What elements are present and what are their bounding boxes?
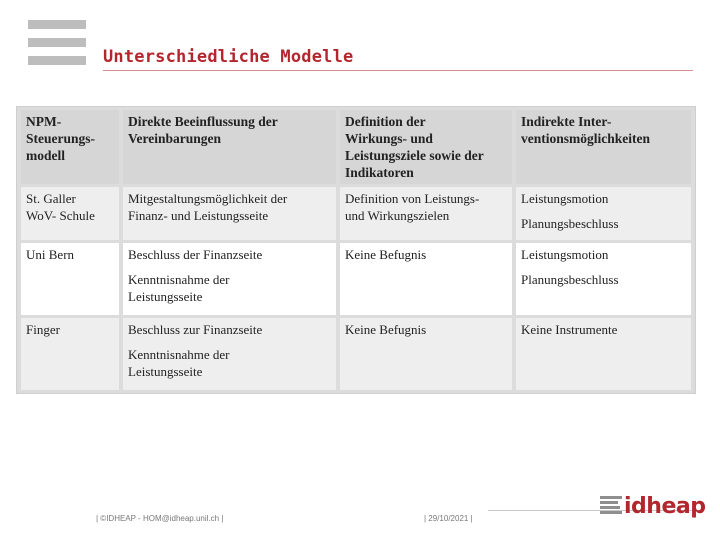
header-cell-direct: Direkte Beeinflussung der Vereinbarungen	[123, 110, 336, 184]
table-cell: Keine Befugnis	[340, 243, 512, 315]
table-cell: Leistungsmotion Planungsbeschluss	[516, 243, 691, 315]
table-row	[21, 243, 691, 315]
idheap-logo	[600, 494, 705, 518]
table-cell: Beschluss zur Finanzseite Kenntnisnahme der Leistungsseite	[123, 318, 336, 390]
table-cell: Definition von Leistungs- und Wirkungszielen	[340, 187, 512, 240]
footer-date: | 29/10/2021 |	[424, 514, 473, 523]
comparison-table	[16, 106, 696, 394]
header-cell-model: NPM- Steuerungs- modell	[21, 110, 119, 184]
header-cell-definition: Definition der Wirkungs- und Leistungsziele sowie der Indikatoren	[340, 110, 512, 184]
logo-bars-icon	[600, 496, 622, 516]
header-cell-indirect: Indirekte Inter- ventionsmöglichkeiten	[516, 110, 691, 184]
table-cell: Leistungsmotion Planungsbeschluss	[516, 187, 691, 240]
table-row	[21, 187, 691, 240]
table-cell: Keine Befugnis	[340, 318, 512, 390]
table-cell: Beschluss der Finanzseite Kenntnisnahme der Leistungsseite	[123, 243, 336, 315]
table-row	[21, 318, 691, 390]
footer-copyright: | ©IDHEAP - HOM@idheap.unil.ch |	[96, 514, 224, 523]
title-divider	[103, 70, 693, 71]
table-cell: St. Galler WoV- Schule	[21, 187, 119, 240]
menu-bars-logo	[28, 20, 86, 74]
table-header-row	[21, 110, 691, 184]
table-cell: Mitgestaltungsmöglichkeit der Finanz- und Leistungsseite	[123, 187, 336, 240]
table-cell: Keine Instrumente	[516, 318, 691, 390]
table-cell: Uni Bern	[21, 243, 119, 315]
table-cell: Finger	[21, 318, 119, 390]
logo-wordmark: idheap	[624, 493, 706, 519]
slide-title: Unterschiedliche Modelle	[103, 47, 354, 67]
